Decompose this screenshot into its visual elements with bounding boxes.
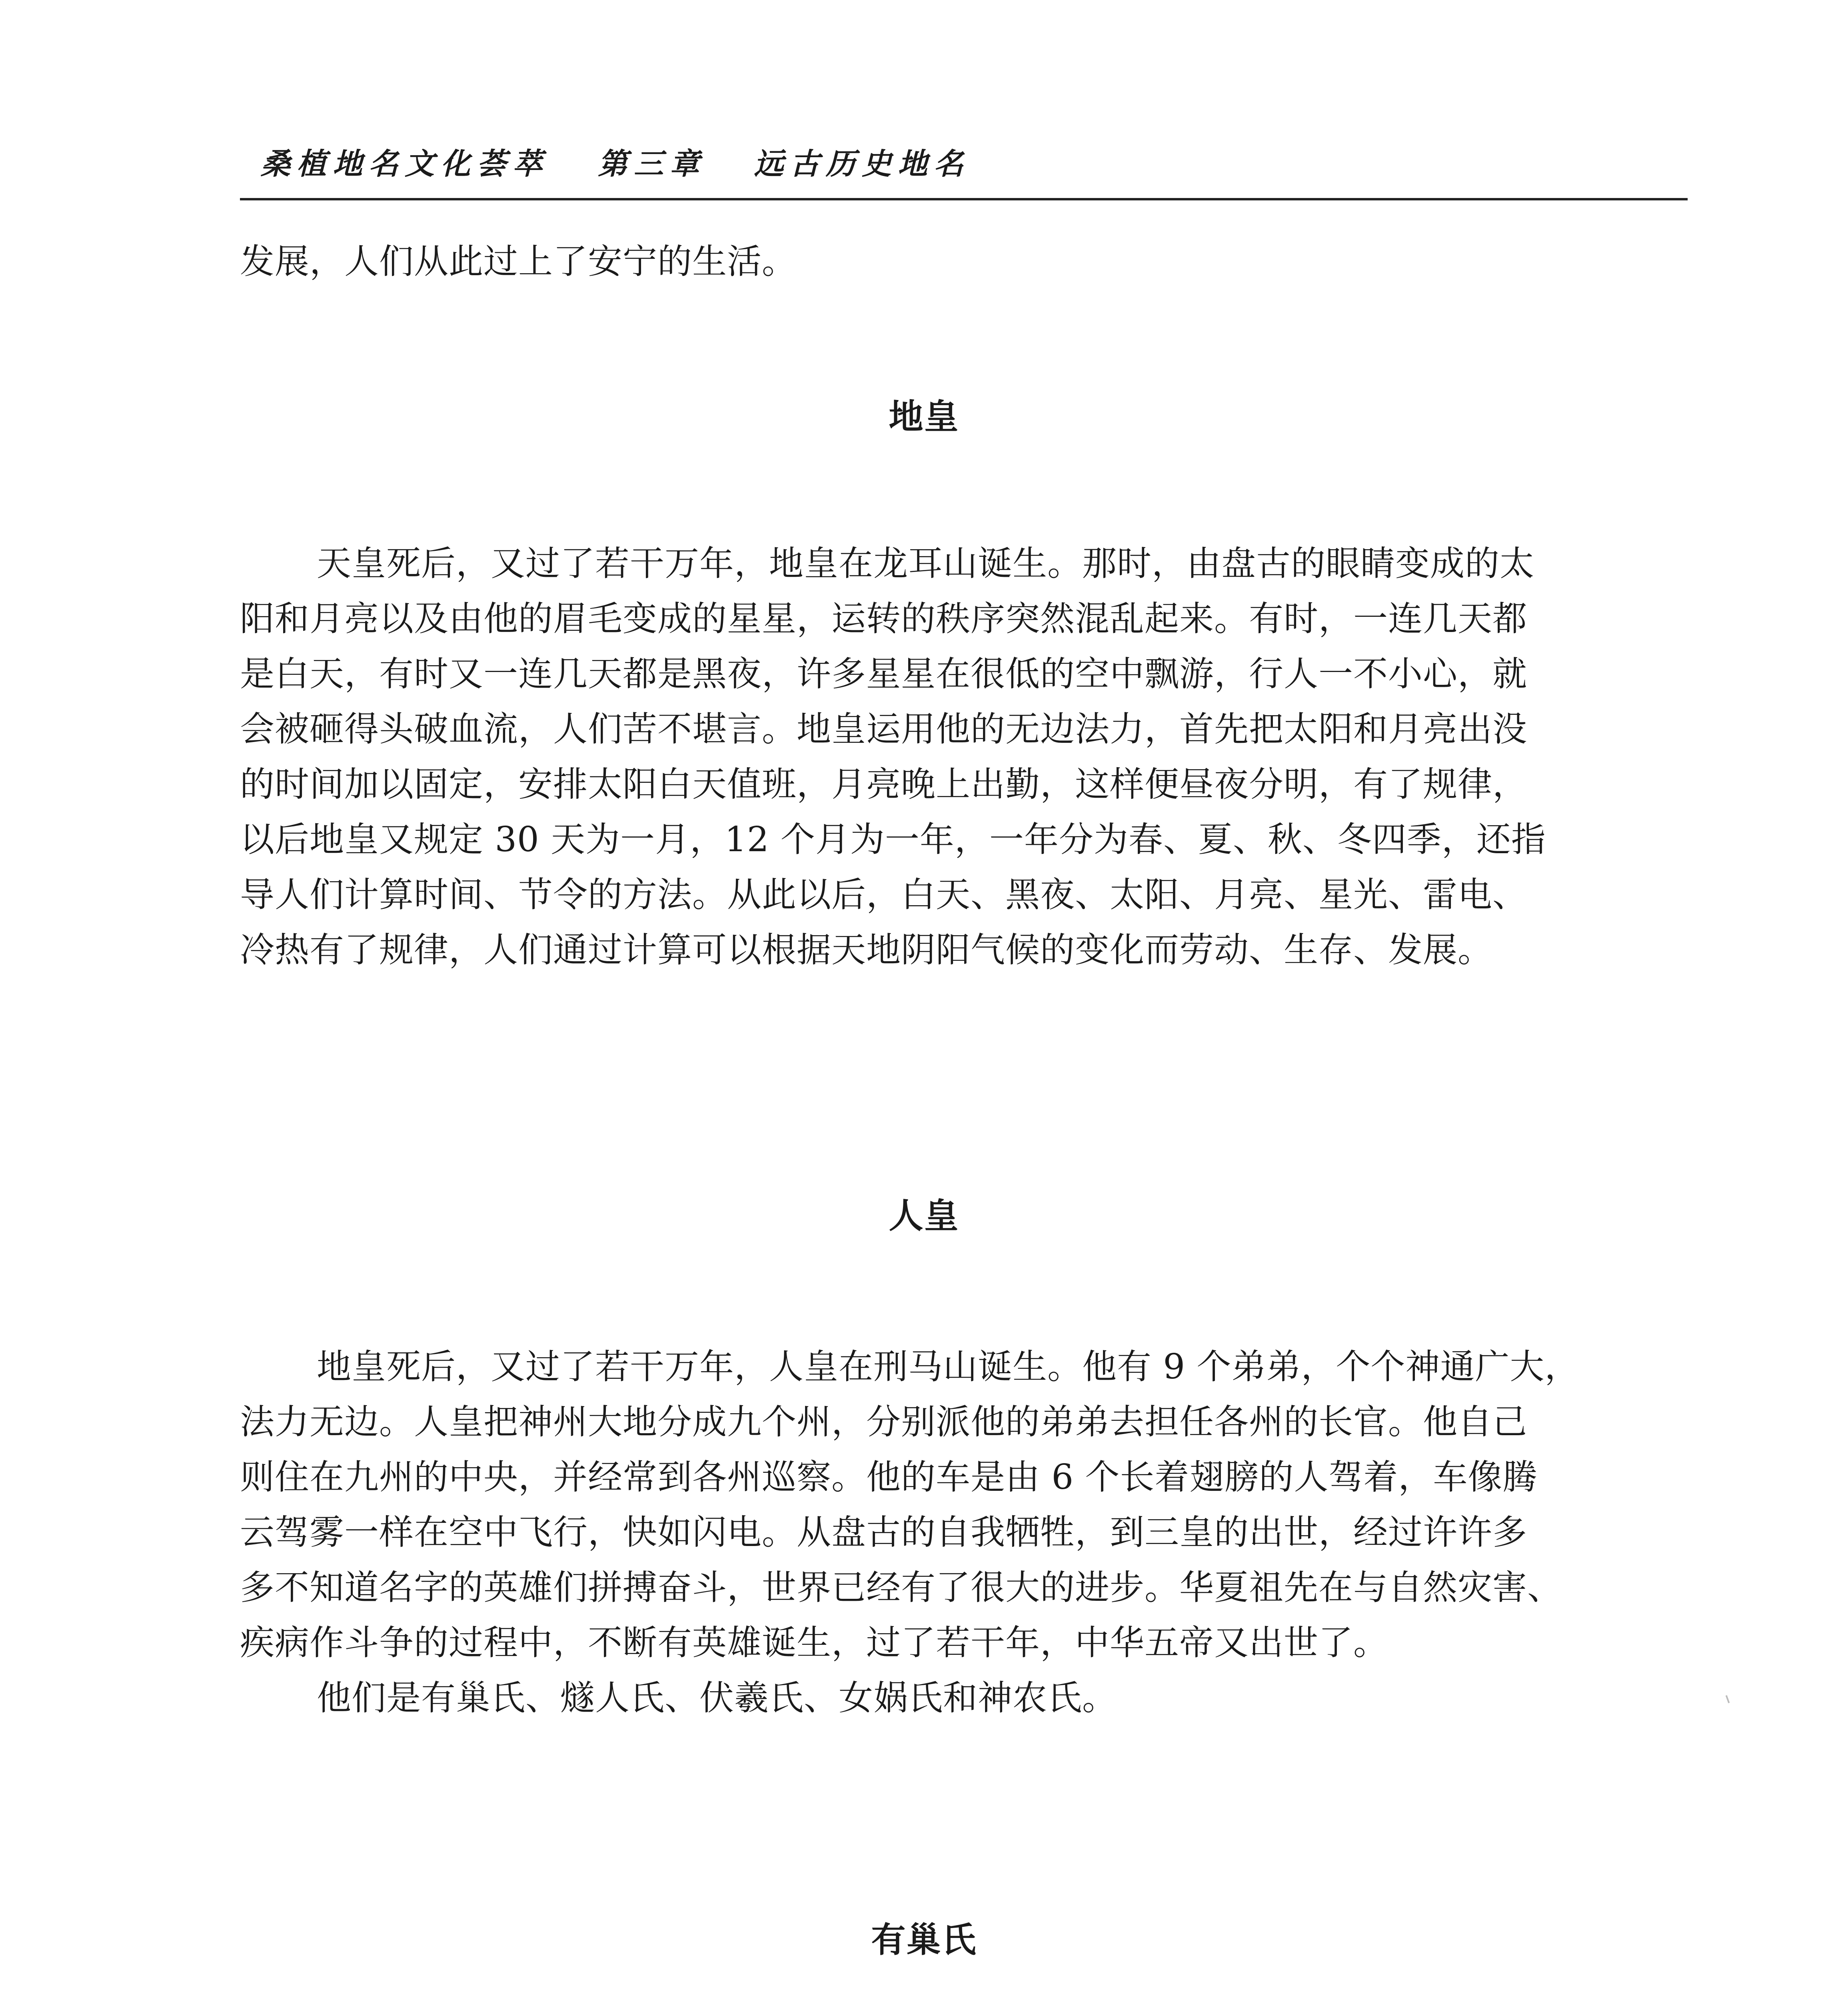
text-line: 法力无边。人皇把神州大地分成九个州，分别派他的弟弟去担任各州的长官。他自己: [240, 1402, 1527, 1442]
text-line: 地皇死后，又过了若干万年，人皇在刑马山诞生。他有 9 个弟弟，个个神通广大，: [317, 1347, 1580, 1387]
paragraph-renhuang: [240, 1339, 1656, 1726]
text-line: 天皇死后，又过了若干万年，地皇在龙耳山诞生。那时，由盘古的眼睛变成的太: [317, 544, 1534, 584]
paragraph-dihuang: [240, 536, 1656, 978]
section-heading-renhuang: 人皇: [889, 1196, 959, 1236]
text-line: 会被砸得头破血流，人们苦不堪言。地皇运用他的无边法力，首先把太阳和月亮出没: [240, 709, 1527, 749]
text-line: 以后地皇又规定 30 天为一月，12 个月为一年，一年分为春、夏、秋、冬四季，还指: [240, 820, 1546, 860]
text-line: 多不知道名字的英雄们拼搏奋斗，世界已经有了很大的进步。华夏祖先在与自然灾害、: [240, 1568, 1562, 1608]
header-book-title: 桑植地名文化荟萃: [261, 147, 549, 181]
scan-speck: [1726, 1695, 1730, 1703]
section-heading-youchaoshi: 有巢氏: [871, 1920, 977, 1960]
text-line: 的时间加以固定，安排太阳白天值班，月亮晚上出勤，这样便昼夜分明，有了规律，: [240, 764, 1527, 804]
text-line: 则住在九州的中央，并经常到各州巡察。他的车是由 6 个长着翅膀的人驾着，车像腾: [240, 1457, 1538, 1497]
text-line: 阳和月亮以及由他的眉毛变成的星星，运转的秩序突然混乱起来。有时，一连几天都: [240, 599, 1527, 639]
text-line: 云驾雾一样在空中飞行，快如闪电。从盘古的自我牺牲，到三皇的出世，经过许许多: [240, 1512, 1527, 1552]
running-header: [240, 144, 1688, 204]
intro-paragraph: [240, 234, 1656, 289]
text-line: 疾病作斗争的过程中，不断有英雄诞生，过了若干年，中华五帝又出世了。: [240, 1623, 1388, 1663]
header-chapter: 第三章: [598, 147, 706, 181]
text-line: 导人们计算时间、节令的方法。从此以后，白天、黑夜、太阳、月亮、星光、雷电、: [240, 875, 1527, 915]
text-line: 是白天，有时又一连几天都是黑夜，许多星星在很低的空中飘游，行人一不小心，就: [240, 654, 1527, 694]
header-section-title: 远古历史地名: [754, 147, 970, 181]
text-line: 冷热有了规律，人们通过计算可以根据天地阴阳气候的变化而劳动、生存、发展。: [240, 930, 1492, 970]
text-line: 他们是有巢氏、燧人氏、伏羲氏、女娲氏和神农氏。: [317, 1678, 1117, 1718]
section-heading-dihuang: 地皇: [889, 397, 959, 437]
text-line: 发展，人们从此过上了安宁的生活。: [240, 242, 797, 282]
header-rule: [240, 198, 1688, 200]
